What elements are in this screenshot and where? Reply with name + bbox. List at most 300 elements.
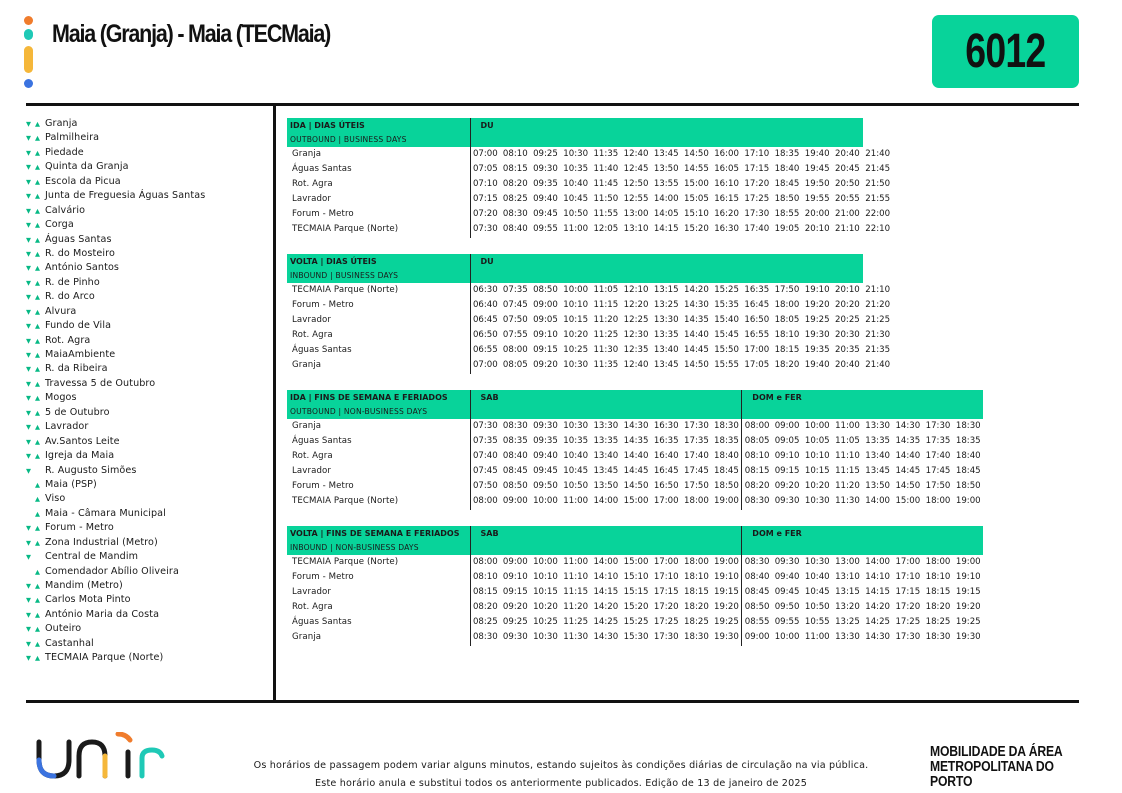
arrow-down-icon: ▼ [26,351,31,359]
arrow-down-icon: ▼ [26,394,31,403]
departure-time: 19:40 [804,149,830,159]
column-divider [273,105,276,702]
departure-time: 21:40 [865,360,891,371]
departure-time: 13:40 [865,451,891,462]
departure-time: 18:45 [774,179,800,190]
arrow-up-icon: ▲ [35,394,40,403]
departure-time: 14:10 [593,572,619,583]
departure-time: 18:35 [774,149,800,159]
departure-time: 20:30 [835,330,860,341]
departure-time: 09:45 [533,466,558,477]
departure-time: 19:20 [714,602,739,613]
departure-time: 14:30 [623,421,649,431]
stop-item [24,391,269,405]
departure-time: 11:15 [563,587,589,598]
departure-time: 18:20 [684,602,709,613]
departure-time: 11:05 [593,285,619,295]
departure-time: 17:40 [744,224,770,235]
departure-time: 07:50 [502,315,528,326]
departure-time: 18:45 [955,466,981,477]
stop-item [24,651,269,665]
stop-item [24,175,269,189]
arrow-down-icon: ▼ [26,365,31,374]
stop-item [24,261,269,275]
departure-time: 20:55 [835,194,860,205]
departure-time: 08:15 [472,587,498,598]
departure-time: 10:15 [563,315,589,326]
departure-time: 15:25 [714,285,739,295]
stop-item [24,536,269,550]
stop-item [24,622,269,636]
arrow-up-icon: ▲ [35,365,40,374]
stop-item [24,117,269,131]
route-title: Maia (Granja) - Maia (TECMaia) [52,20,331,48]
departure-time: 17:45 [684,466,709,477]
arrow-down-icon: ▼ [26,134,31,143]
departure-time: 09:55 [774,617,800,628]
departure-time: 14:30 [895,421,921,431]
stop-name: R. de Pinho [45,276,100,288]
departure-time: 19:30 [955,632,981,643]
departure-time: 09:40 [533,451,558,462]
departure-time: 06:45 [472,315,498,326]
row-stop-name: TECMAIA Parque (Norte) [287,222,470,237]
table-row [287,283,893,298]
teal-dot [24,29,33,40]
day-type-band [470,541,742,555]
departure-time: 13:35 [865,436,891,447]
departure-time: 13:25 [653,300,679,311]
departure-time: 16:20 [714,209,739,220]
table-header-row [287,254,893,269]
departure-time: 11:15 [835,466,860,477]
table-row [287,600,983,615]
departure-time: 18:30 [955,421,981,431]
departure-time: 18:40 [955,451,981,462]
stop-item [24,146,269,160]
departure-time: 20:45 [835,164,860,175]
departure-time: 15:05 [684,194,709,205]
stop-item [24,406,269,420]
departure-time: 20:10 [804,224,830,235]
arrow-down-icon: ▼ [26,278,31,287]
stop-item [24,319,269,333]
departure-time: 09:45 [774,587,800,598]
departure-time: 16:30 [653,421,679,431]
departure-time: 16:30 [714,224,739,235]
arrow-up-icon: ▲ [35,264,40,273]
departure-time: 16:05 [714,164,739,175]
departure-time: 06:30 [472,285,498,295]
arrow-down-icon: ▼ [26,596,31,605]
departure-time: 13:30 [653,315,679,326]
departure-time: 17:00 [653,496,679,507]
stop-name: Mandim (Metro) [45,580,123,591]
departure-time: 19:00 [955,496,981,507]
departure-time: 09:00 [502,496,528,507]
departure-time: 09:20 [774,481,800,492]
departure-time: 14:30 [684,300,709,311]
departure-time: 14:20 [865,602,891,613]
departure-time: 12:05 [593,224,619,235]
stop-name: Rot. Agra [45,334,91,346]
arrow-down-icon: ▼ [26,177,31,186]
departure-time: 11:15 [593,300,619,311]
stop-name: Palmilheira [45,132,100,144]
departure-time: 19:30 [804,330,830,341]
departure-time: 16:55 [744,330,770,341]
arrow-up-icon: ▲ [35,120,40,128]
stop-name: Granja [45,118,78,129]
departure-time: 12:20 [623,300,649,311]
departure-time: 11:50 [593,194,619,205]
stop-item [24,435,269,449]
amp-logo [930,745,1091,790]
stop-name: Comendador Abílio Oliveira [45,565,179,577]
departure-time: 11:35 [593,360,619,371]
departure-time: 19:10 [804,285,830,295]
stop-item [24,507,269,521]
departure-time: 14:55 [684,164,709,175]
departure-time: 07:20 [472,209,498,220]
departure-time: 16:50 [653,481,679,492]
arrow-down-icon: ▼ [26,408,31,417]
departure-time: 08:50 [502,481,528,492]
row-stop-name: Rot. Agra [287,177,470,192]
departure-time: 18:55 [774,209,800,220]
departure-time: 20:20 [835,300,860,311]
table-subtitle: OUTBOUND | NON-BUSINESS DAYS [287,405,470,419]
arrow-down-icon: ▼ [26,120,31,128]
departure-time: 21:10 [835,224,860,235]
departure-time: 13:40 [593,451,619,462]
departure-time: 08:45 [502,466,528,477]
departure-time: 07:35 [502,285,528,295]
stop-item [24,218,269,232]
departure-time: 15:20 [623,602,649,613]
departure-time: 15:25 [623,617,649,628]
arrow-up-icon: ▲ [35,524,40,533]
departure-time: 18:30 [925,632,951,643]
stop-item [24,233,269,247]
stop-item [24,204,269,218]
departure-time: 17:15 [895,587,921,598]
departure-time: 10:50 [563,209,589,220]
departure-time: 08:30 [742,494,772,509]
departure-time: 10:40 [804,572,830,583]
departure-time: 07:40 [472,451,498,462]
departure-time: 11:00 [563,224,589,235]
departure-time: 21:55 [865,194,891,205]
departure-time: 20:50 [835,179,860,190]
departure-time: 12:40 [623,360,649,371]
departure-time: 08:30 [472,632,498,643]
departure-time: 08:50 [742,600,772,615]
departure-time: 09:10 [774,451,800,462]
table-header-row [287,390,983,405]
stop-item [24,160,269,174]
departure-time: 21:25 [865,315,891,326]
arrow-up-icon: ▲ [35,452,40,461]
departure-time: 14:50 [895,481,921,492]
departure-time: 14:15 [593,587,619,598]
departure-time: 14:40 [895,451,921,462]
day-type-label: DU [470,254,863,269]
arrow-up-icon: ▲ [35,336,40,345]
departure-time: 10:40 [563,179,589,190]
departure-time: 10:30 [563,360,589,371]
arrow-up-icon: ▲ [35,596,40,605]
departure-time: 08:20 [502,179,528,190]
table-subheader-row [287,269,893,283]
departure-time: 08:45 [742,585,772,600]
arrow-up-icon: ▲ [35,509,40,518]
departure-time: 08:35 [502,436,528,447]
departure-time: 14:40 [684,330,709,341]
row-stop-name: Granja [287,419,470,434]
departure-time: 12:55 [623,194,649,205]
table-subtitle: INBOUND | NON-BUSINESS DAYS [287,541,470,555]
departure-time: 21:20 [865,300,891,311]
unir-logo [34,732,174,786]
row-stop-name: Rot. Agra [287,449,470,464]
departure-time: 10:35 [563,164,589,175]
arrow-down-icon: ▼ [26,206,31,215]
departure-time: 17:25 [744,194,770,205]
arrow-up-icon: ▲ [35,206,40,215]
departure-time: 15:35 [714,300,739,311]
departure-time: 10:35 [563,436,589,447]
departure-time: 19:25 [804,315,830,326]
row-stop-name: Águas Santas [287,434,470,449]
departure-time: 14:10 [865,572,891,583]
departure-time: 14:15 [653,224,679,235]
departure-time: 17:25 [653,617,679,628]
departure-time: 11:00 [563,496,589,507]
departure-time: 13:15 [835,587,860,598]
table-subheader-row [287,405,983,419]
departure-time: 22:00 [865,209,891,220]
departure-time: 14:50 [684,360,709,371]
departure-time: 15:00 [623,557,649,567]
departure-time: 09:45 [533,209,558,220]
stop-item [24,247,269,261]
departure-time: 14:30 [865,632,891,643]
departure-time: 10:25 [563,345,589,356]
day-type-label: DU [470,118,863,133]
stop-item [24,550,269,564]
yellow-bar [24,46,33,73]
departure-time: 09:50 [774,602,800,613]
footer-divider [26,700,1079,703]
departure-time: 17:20 [653,602,679,613]
row-stop-name: Lavrador [287,192,470,207]
table-row [287,434,983,449]
table-subtitle: INBOUND | BUSINESS DAYS [287,269,470,283]
departure-time: 15:10 [684,209,709,220]
departure-time: 14:15 [865,587,891,598]
departure-time: 10:50 [563,481,589,492]
footer-note-edition: Este horário anula e substitui todos os anteriormente publicados. Edição de 13 de janeiro de 2025 [314,778,808,789]
departure-time: 18:20 [774,360,800,371]
departure-time: 08:40 [742,570,772,585]
departure-time: 09:40 [774,572,800,583]
departure-time: 09:00 [742,630,772,645]
departure-time: 17:20 [895,602,921,613]
stop-name: Águas Santas [45,233,112,245]
arrow-down-icon: ▼ [26,423,31,432]
stop-item [24,377,269,391]
departure-time: 09:55 [533,224,558,235]
departure-time: 07:15 [472,194,498,205]
stop-name: Mogos [45,392,77,404]
departure-time: 17:50 [774,285,800,295]
table-row [287,313,893,328]
departure-time: 10:10 [533,572,558,583]
departure-time: 08:25 [472,617,498,628]
departure-time: 18:30 [684,632,709,643]
departure-time: 11:30 [563,632,589,643]
departure-time: 12:35 [623,345,649,356]
table-row [287,585,983,600]
stop-name: Carlos Mota Pinto [45,594,131,606]
departure-time: 13:30 [865,421,891,431]
arrow-up-icon: ▲ [35,480,40,489]
departure-time: 08:30 [742,555,772,570]
departure-time: 18:30 [714,421,739,431]
departure-time: 10:30 [804,496,830,507]
departure-time: 07:30 [472,421,498,431]
departure-time: 13:50 [653,164,679,175]
departure-time: 14:00 [653,194,679,205]
table-row [287,328,893,343]
departure-time: 09:30 [502,632,528,643]
stop-name: Quinta da Granja [45,161,129,173]
departure-time: 09:10 [533,330,558,341]
departure-time: 11:00 [804,632,830,643]
stop-item [24,305,269,319]
departure-time: 07:50 [472,481,498,492]
departure-time: 18:40 [714,451,739,462]
departure-time: 08:05 [502,360,528,371]
departure-time: 07:30 [472,224,498,235]
departure-time: 13:35 [593,436,619,447]
departure-time: 17:25 [895,617,921,628]
departure-time: 18:05 [774,315,800,326]
departure-time: 10:10 [563,300,589,311]
departure-time: 11:20 [835,481,860,492]
departure-time: 08:00 [502,345,528,356]
departure-time: 18:00 [684,557,709,567]
departure-time: 07:55 [502,330,528,341]
arrow-up-icon: ▲ [35,134,40,143]
table-row [287,207,893,222]
stop-item [24,608,269,622]
departure-time: 14:00 [593,496,619,507]
table-title: VOLTA | FINS DE SEMANA E FERIADOS [287,526,470,541]
departure-time: 10:45 [804,587,830,598]
table-row [287,570,983,585]
departure-time: 11:25 [593,330,619,341]
arrow-down-icon: ▼ [26,235,31,244]
departure-time: 17:00 [744,345,770,356]
arrow-up-icon: ▲ [35,351,40,359]
arrow-down-icon: ▼ [26,249,31,258]
departure-time: 14:40 [623,451,649,462]
arrow-up-icon: ▲ [35,538,40,547]
arrow-down-icon: ▼ [26,148,31,157]
departure-time: 14:45 [684,345,709,356]
table-row [287,464,983,479]
departure-time: 17:35 [925,436,951,447]
arrow-up-icon: ▲ [35,221,40,230]
departure-time: 17:40 [684,451,709,462]
day-type-band [742,405,984,419]
departure-time: 17:15 [653,587,679,598]
departure-time: 13:50 [593,481,619,492]
departure-time: 16:50 [744,315,770,326]
departure-time: 09:05 [774,436,800,447]
departure-time: 13:45 [865,466,891,477]
departure-time: 10:10 [804,451,830,462]
departure-time: 10:20 [533,602,558,613]
day-type-label: DOM e FER [742,390,984,405]
arrow-up-icon: ▲ [35,163,40,172]
departure-time: 08:30 [502,209,528,220]
departure-time: 12:50 [623,179,649,190]
departure-time: 09:50 [533,481,558,492]
departure-time: 21:35 [865,345,891,356]
stop-name: António Santos [45,262,120,274]
departure-time: 09:00 [533,300,558,311]
departure-time: 10:30 [563,149,589,159]
departure-time: 17:00 [895,557,921,567]
route-number-badge [932,15,1079,88]
arrow-down-icon: ▼ [26,524,31,533]
departure-time: 11:30 [593,345,619,356]
arrow-up-icon: ▲ [35,249,40,258]
departure-time: 08:40 [502,224,528,235]
departure-time: 18:25 [684,617,709,628]
departure-time: 15:40 [714,315,739,326]
stop-name: Zona Industrial (Metro) [45,536,158,548]
stop-item [24,637,269,651]
row-stop-name: Forum - Metro [287,479,470,494]
departure-time: 14:50 [623,481,649,492]
departure-time: 18:00 [684,496,709,507]
stop-name: Forum - Metro [45,522,114,534]
departure-time: 12:25 [623,315,649,326]
departure-time: 22:10 [865,224,891,235]
departure-time: 09:15 [533,345,558,356]
departure-time: 13:40 [653,345,679,356]
departure-time: 14:20 [593,602,619,613]
departure-time: 19:45 [804,164,830,175]
day-type-label: SAB [470,526,742,541]
stop-name: Corga [45,219,74,231]
departure-time: 20:40 [835,360,860,371]
departure-time: 14:25 [865,617,891,628]
departure-time: 14:05 [653,209,679,220]
orange-dot [24,16,33,25]
departure-time: 10:15 [804,466,830,477]
departure-time: 17:50 [925,481,951,492]
departure-time: 17:30 [925,421,951,431]
stop-item [24,464,269,478]
table-row [287,298,893,313]
stop-name: Igreja da Maia [45,450,115,462]
departure-time: 11:35 [593,149,619,159]
